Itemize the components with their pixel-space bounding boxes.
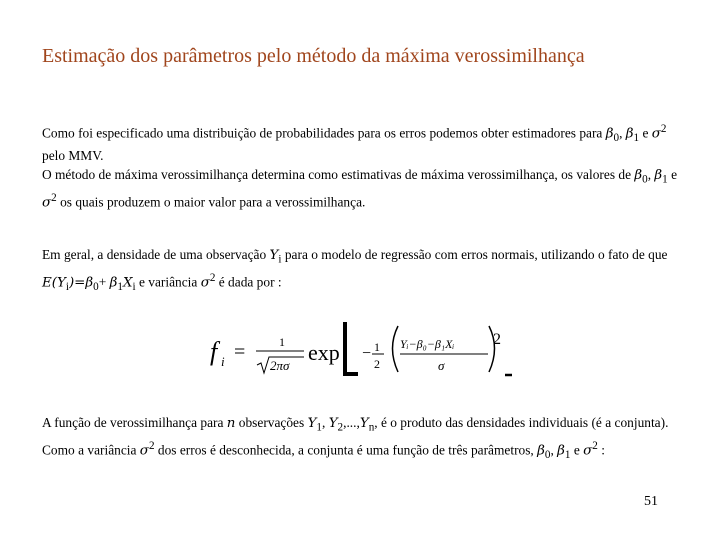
beta0-subscript: 0 [613, 132, 620, 145]
formula-svg [206, 318, 516, 382]
page-number: 51 [644, 494, 658, 509]
y2-subscript: 2 [337, 421, 344, 434]
p3-text-c: e variância [135, 274, 201, 290]
beta0-symbol: β [634, 168, 643, 183]
p3-text-b: para o modelo de regressão com erros normais, utilizando o fato de que [281, 247, 668, 262]
p4-dots: ,..., [343, 415, 360, 430]
p4-separator-2: , [550, 442, 558, 458]
beta1-symbol: β [557, 443, 565, 459]
beta0-subscript: 0 [544, 448, 551, 461]
p4-text-a: A função de verossimilhança para [42, 415, 227, 430]
p1-text-b: pelo MMV. [42, 148, 104, 164]
left-paren-icon [393, 326, 399, 372]
formula-f: f [210, 337, 218, 366]
paragraph-mle-intro [42, 120, 682, 165]
p2-separator: , [647, 167, 655, 182]
n-symbol: n [226, 416, 236, 431]
paragraph-likelihood [42, 414, 682, 464]
sigma-superscript: 2 [660, 123, 667, 135]
p4-text-e: : [597, 442, 605, 458]
p4-text-d: dos erros é desconhecida, a conjunta é uma função de três parâmetros, [154, 442, 538, 458]
beta0-subscript: 0 [93, 280, 99, 293]
p2-text-a: O método de máxima verossimilhança determina como estimativas de máxima verossimilhança, os valores de [42, 167, 635, 182]
beta1-symbol: β [654, 168, 663, 183]
beta0-symbol: β [537, 443, 545, 459]
sigma-symbol: σ [200, 275, 210, 291]
sigma-superscript: 2 [209, 271, 216, 284]
xi-symbol: X [122, 275, 133, 291]
sigma-superscript: 2 [148, 439, 155, 452]
beta1-subscript: 1 [564, 448, 571, 461]
sigma-symbol: σ [139, 443, 149, 459]
p1-text-a: Como foi especificado uma distribuição de probabilidades para os erros podemos obter estimadores para [42, 125, 606, 141]
p4-text-c: , é o produto das densidades individuais (é a conjunta). Como a variância [42, 415, 669, 458]
p3-text-a: Em geral, a densidade de uma observação [42, 247, 270, 262]
sigma-symbol: σ [42, 195, 52, 211]
beta1-subscript: 1 [662, 173, 668, 186]
paragraph-mle-method [42, 166, 682, 212]
p2-text-b: os quais produzem o maior valor para a verossimilhança. [56, 194, 366, 210]
p4-text-b: observações [235, 415, 308, 430]
beta1-subscript: 1 [633, 132, 640, 145]
formula-minus: − [362, 345, 372, 362]
beta1-symbol: β [109, 275, 118, 291]
expectation-expr-end: )= [68, 275, 86, 291]
formula-f-subscript: i [221, 354, 225, 369]
formula-sqrt-body: 2πσ [270, 358, 290, 373]
slide-title: Estimação dos parâmetros pelo método da máxima verossimilhança [42, 45, 585, 67]
formula-numerator: Yᵢ−β₀−β₁Xᵢ [400, 337, 455, 351]
yn-subscript: n [368, 421, 375, 434]
p1-separator: , [619, 125, 626, 141]
formula-half-numerator: 1 [374, 340, 380, 354]
p4-and: e [570, 442, 584, 458]
left-bracket-icon [345, 322, 358, 374]
yi-symbol: Y [269, 248, 279, 263]
beta1-subscript: 1 [117, 280, 123, 293]
sigma-superscript: 2 [51, 191, 57, 204]
formula-frac-numerator: 1 [279, 335, 285, 349]
plus-sign: + [98, 274, 110, 290]
formula-exp: exp [308, 340, 340, 365]
formula-half-denominator: 2 [374, 357, 380, 371]
p1-and: e [639, 125, 652, 141]
p2-and: e [667, 167, 678, 182]
formula-denominator: σ [438, 358, 445, 373]
sigma-superscript-2: 2 [592, 439, 598, 452]
beta0-subscript: 0 [642, 173, 648, 186]
expectation-expr: E(Y [42, 275, 66, 291]
y2-symbol: Y [328, 416, 338, 431]
formula-power: 2 [493, 331, 501, 348]
formula-equals: = [234, 341, 246, 363]
normal-density-formula [206, 318, 516, 382]
beta0-symbol: β [605, 126, 614, 142]
sigma-symbol: σ [651, 126, 661, 142]
p3-text-d: é dada por : [215, 274, 282, 290]
yi-subscript: i [278, 253, 282, 266]
yn-symbol: Y [359, 416, 369, 431]
paragraph-density [42, 246, 682, 296]
y1-symbol: Y [307, 416, 317, 431]
y1-subscript: 1 [316, 421, 322, 434]
beta1-symbol: β [625, 126, 634, 142]
p4-separator: , [321, 415, 329, 430]
sigma-symbol-2: σ [583, 443, 593, 459]
expectation-subscript: i [65, 280, 69, 293]
xi-subscript: i [132, 280, 136, 293]
beta0-symbol: β [85, 275, 94, 291]
